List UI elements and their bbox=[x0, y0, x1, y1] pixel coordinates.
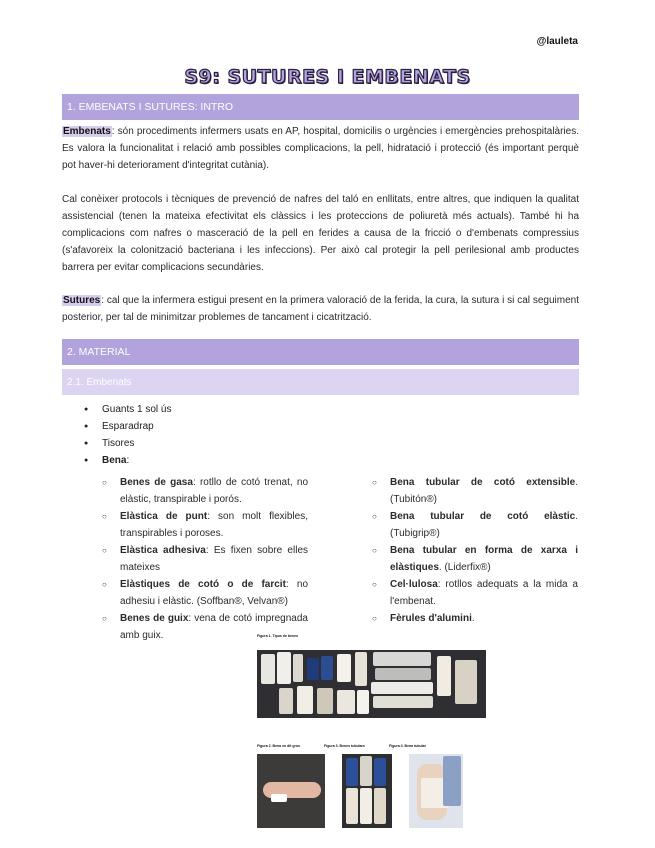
intro-paragraph-3 bbox=[62, 292, 579, 326]
list-item-bena: ● Bena: bbox=[84, 452, 171, 469]
list-item: ● Tisores bbox=[84, 435, 171, 452]
list-item: ○ Benes de gasa: rotllo de cotó trenat, no elàstic, transpirable i porós. bbox=[102, 474, 308, 508]
list-item: ● Esparadrap bbox=[84, 418, 171, 435]
bena-types-right bbox=[372, 474, 578, 627]
list-item: ○ Bena tubular de cotó extensible. (Tubitón®) bbox=[372, 474, 578, 508]
figure-caption-4: Figura 4. Bena tubular bbox=[389, 744, 426, 748]
author-handle: @lauleta bbox=[536, 36, 578, 47]
list-item: ○ Cel·lulosa: rotllos adequats a la mida a l'embenat. bbox=[372, 576, 578, 610]
list-item: ○ Elàstiques de cotó o de farcit: no adhesiu i elàstic. (Soffban®, Velvan®) bbox=[102, 576, 308, 610]
term-embenats: Embenats bbox=[63, 126, 111, 137]
figure-caption-2: Figura 2. Bena en dit gros bbox=[257, 744, 300, 748]
list-item: ○ Benes de guix: vena de cotó impregnada amb guix. bbox=[102, 610, 308, 644]
list-item: ○ Bena tubular en forma de xarxa i elàstiques. (Liderfix®) bbox=[372, 542, 578, 576]
subsection-heading-embenats: 2.1. Embenats bbox=[62, 369, 579, 395]
list-item: ○ Fèrules d'alumini. bbox=[372, 610, 578, 627]
intro-paragraph-2: Cal conèixer protocols i tècniques de prevenció de nafres del taló en enllitats, entre altres, que indiquen la qualitat assistencial (tenen la mateixa efectivitat els clàssics i les proteccions de poliuretà més actuals). També hi ha complicacions com nafres o masceració de la pell en ferides a causa de la fricció o d'embenats compressius (s'afavoreix la colonització bacteriana i les infeccions). Per això cal protegir la pell perilesional amb productes barrera per evitar complicacions secundàries. bbox=[62, 194, 579, 273]
section-heading-intro: 1. EMBENATS I SUTURES: INTRO bbox=[62, 94, 579, 120]
list-item: ● Guants 1 sol ús bbox=[84, 401, 171, 418]
intro-paragraph-3-text: : cal que la infermera estigui present en la primera valoració de la ferida, la cura, la sutura i si cal seguiment posterior, per tal de minimitzar problemes de tancament i cicatrització. bbox=[62, 295, 579, 323]
term-sutures: Sutures bbox=[63, 295, 101, 306]
tubular-bandage-arm-photo bbox=[409, 754, 463, 828]
material-list bbox=[84, 401, 171, 469]
bena-types-left bbox=[102, 474, 308, 644]
page-title: S9: SUTURES I EMBENATS bbox=[184, 66, 471, 88]
section-heading-material: 2. MATERIAL bbox=[62, 339, 579, 365]
finger-bandage-photo bbox=[257, 754, 325, 828]
list-item: ○ Elàstica de punt: son molt flexibles, transpirables i poroses. bbox=[102, 508, 308, 542]
figure-caption-1: Figura 1. Tipus de benes bbox=[257, 634, 298, 638]
intro-paragraph-1 bbox=[62, 123, 579, 174]
figure-caption-3: Figura 3. Benes tubulars bbox=[324, 744, 365, 748]
bandage-types-photo bbox=[257, 650, 486, 718]
list-item: ○ Elàstica adhesiva: Es fixen sobre elles mateixes bbox=[102, 542, 308, 576]
intro-paragraph-1-text: : són procediments infermers usats en AP, hospital, domicilis o urgències i emergències prehospitalàries. Es valora la funcionalitat i relació amb possibles complicacions, la pell, hidratació i protecció (és important perquè pot haver-hi deteriorament d'integritat cutània). bbox=[62, 126, 579, 171]
tubular-bandages-photo bbox=[342, 754, 392, 828]
list-item: ○ Bena tubular de cotó elàstic. (Tubigrip®) bbox=[372, 508, 578, 542]
